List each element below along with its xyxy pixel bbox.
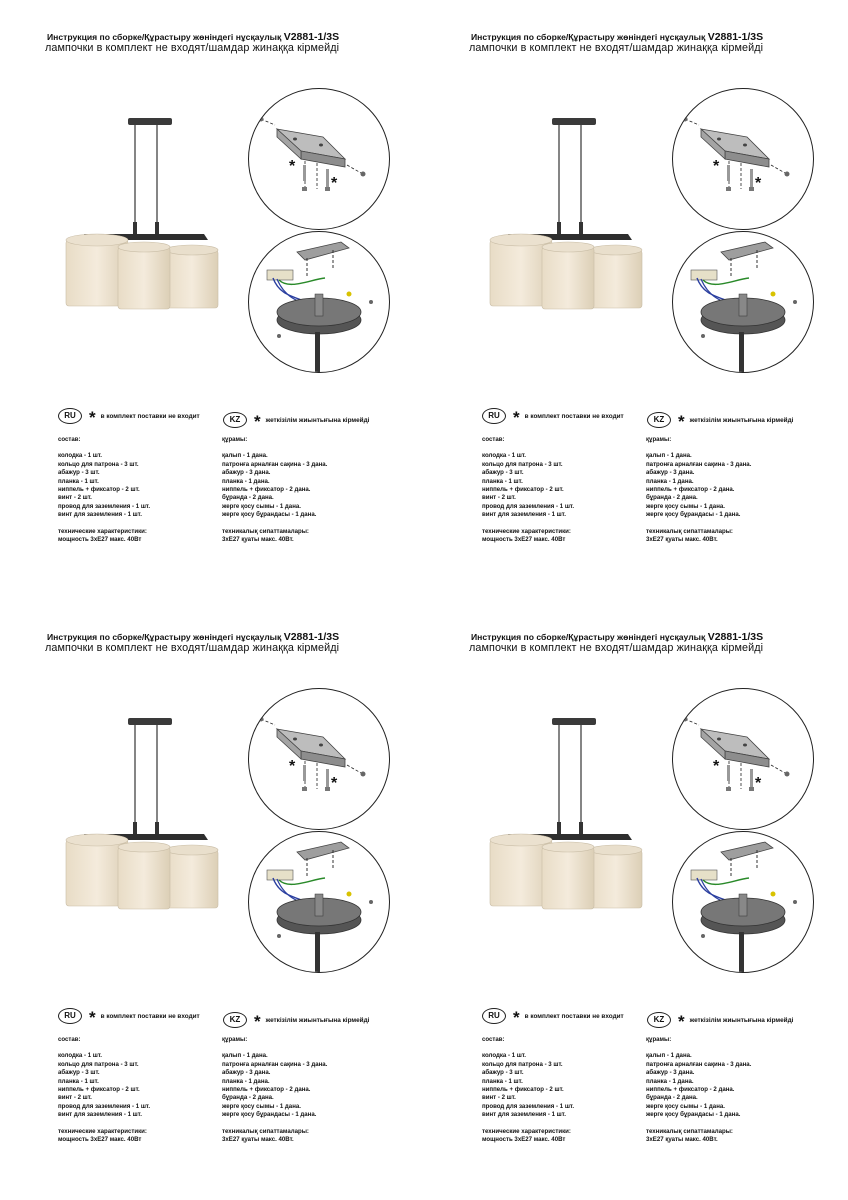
wiring-diagram: [673, 832, 813, 972]
spec-ru-item: кольцо для патрона - 3 шт.: [482, 460, 563, 468]
mounting-bracket-detail: [248, 88, 390, 230]
spec-ru-item: планка - 1 шт.: [58, 1077, 99, 1085]
instruction-panel: [424, 600, 848, 1200]
spec-kz-item: жерге қосу бұрандасы - 1 дана.: [646, 1111, 741, 1119]
wiring-diagram: [673, 232, 813, 372]
spec-ru-item: ниппель + фиксатор - 2 шт.: [482, 486, 564, 494]
spec-kz: [222, 1036, 327, 1144]
wiring-detail: [672, 831, 814, 973]
spec-kz-item: жерге қосу сымы - 1 дана.: [646, 502, 725, 510]
legend-kz-text: жеткізілім жиынтығына кірмейді: [265, 416, 370, 424]
spec-ru-item: колодка - 1 шт.: [482, 452, 526, 460]
asterisk-icon: *: [513, 408, 520, 427]
asterisk-icon: *: [678, 1012, 685, 1031]
spec-kz-item: ниппель + фиксатор - 2 дана.: [222, 1086, 311, 1094]
spec-kz-item: қалып - 1 дана.: [222, 1052, 268, 1060]
asterisk-left: *: [289, 158, 296, 175]
instruction-panel: [0, 0, 424, 600]
spec-kz-item: қалып - 1 дана.: [646, 1052, 692, 1060]
kz-badge-icon: KZ: [223, 412, 247, 428]
spec-kz-item: бұранда - 2 дана.: [646, 1094, 698, 1102]
mounting-bracket-detail: [248, 688, 390, 830]
spec-ru-item: абажур - 3 шт.: [482, 1069, 524, 1077]
spec-kz-item: ниппель + фиксатор - 2 дана.: [222, 486, 311, 494]
asterisk-left: *: [713, 758, 720, 775]
spec-kz-item: жерге қосу сымы - 1 дана.: [646, 1102, 725, 1110]
ru-badge-icon: RU: [482, 408, 506, 424]
spec-kz-item: бұранда - 2 дана.: [646, 494, 698, 502]
ru-badge-icon: RU: [482, 1008, 506, 1024]
spec-kz-item: планка - 1 дана.: [646, 1077, 694, 1085]
ru-badge-icon: RU: [58, 1008, 82, 1024]
chandelier-illustration: [62, 110, 227, 320]
spec-ru-item: провод для заземления - 1 шт.: [58, 502, 151, 510]
spec-ru-item: ниппель + фиксатор - 2 шт.: [482, 1086, 564, 1094]
instruction-panel: [0, 600, 424, 1200]
spec-kz-item: жерге қосу бұрандасы - 1 дана.: [222, 1111, 317, 1119]
instruction-panel: [424, 0, 848, 600]
spec-ru-tech-heading: технические характеристики:: [482, 1127, 571, 1135]
bracket-diagram: [249, 689, 389, 829]
spec-kz: [646, 436, 751, 544]
model-number: V2881-1/3S: [283, 631, 340, 643]
spec-kz-heading: құрамы:: [222, 436, 248, 443]
legend-ru-text: в комплект поставки не входит: [524, 412, 624, 420]
spec-kz-heading: құрамы:: [646, 436, 672, 443]
title-prefix: Инструкция по сборке/Құрастыру жөніндегі нұсқаулық: [471, 32, 706, 42]
spec-kz-item: қалып - 1 дана.: [646, 452, 692, 460]
asterisk-right: *: [755, 175, 762, 192]
spec-ru-item: ниппель + фиксатор - 2 шт.: [58, 1086, 140, 1094]
spec-ru-tech-value: мощность 3хЕ27 макс. 40Вт: [482, 536, 566, 544]
spec-kz-item: планка - 1 дана.: [222, 1077, 270, 1085]
legend-ru: [482, 1006, 624, 1026]
spec-ru-item: винт для заземления - 1 шт.: [482, 1111, 566, 1119]
asterisk-icon: *: [513, 1008, 520, 1027]
wiring-diagram: [249, 232, 389, 372]
spec-kz-item: абажур - 3 дана.: [222, 1069, 271, 1077]
spec-ru: [58, 1036, 150, 1144]
wiring-detail: [248, 231, 390, 373]
spec-ru-item: винт - 2 шт.: [58, 494, 92, 502]
model-number: V2881-1/3S: [707, 631, 764, 643]
spec-kz-item: ниппель + фиксатор - 2 дана.: [646, 486, 735, 494]
spec-kz-item: патронға арналған сақина - 3 дана.: [646, 460, 752, 468]
spec-kz-item: жерге қосу бұрандасы - 1 дана.: [646, 511, 741, 519]
spec-kz-tech-heading: техникалық сипаттамалары:: [222, 527, 309, 535]
spec-ru-heading: состав:: [58, 436, 81, 443]
asterisk-icon: *: [254, 412, 261, 431]
legend-kz: [647, 1010, 793, 1030]
asterisk-icon: *: [678, 412, 685, 431]
chandelier-illustration: [486, 110, 651, 320]
spec-ru-item: винт - 2 шт.: [482, 494, 516, 502]
model-number: V2881-1/3S: [707, 31, 764, 43]
legend-kz-text: жеткізілім жиынтығына кірмейді: [689, 1016, 794, 1024]
spec-kz-item: бұранда - 2 дана.: [222, 1094, 274, 1102]
legend-kz-text: жеткізілім жиынтығына кірмейді: [689, 416, 794, 424]
bracket-diagram: [673, 689, 813, 829]
spec-kz-tech-value: 3хЕ27 қуаты макс. 40Вт.: [222, 1136, 294, 1144]
spec-kz-item: планка - 1 дана.: [646, 477, 694, 485]
spec-kz: [646, 1036, 751, 1144]
spec-kz-item: абажур - 3 дана.: [646, 1069, 695, 1077]
spec-ru-tech-heading: технические характеристики:: [58, 1127, 147, 1135]
spec-ru-item: колодка - 1 шт.: [58, 452, 102, 460]
spec-ru-tech-value: мощность 3хЕ27 макс. 40Вт: [58, 536, 142, 544]
spec-kz-item: жерге қосу бұрандасы - 1 дана.: [222, 511, 317, 519]
legend-kz: [223, 410, 369, 430]
spec-ru-item: винт для заземления - 1 шт.: [482, 511, 566, 519]
spec-kz-item: қалып - 1 дана.: [222, 452, 268, 460]
title-prefix: Инструкция по сборке/Құрастыру жөніндегі нұсқаулық: [471, 632, 706, 642]
spec-kz-item: патронға арналған сақина - 3 дана.: [222, 1060, 328, 1068]
spec-ru-heading: состав:: [482, 436, 505, 443]
bracket-diagram: [673, 89, 813, 229]
legend-kz: [223, 1010, 369, 1030]
kz-badge-icon: KZ: [647, 412, 671, 428]
spec-ru-item: ниппель + фиксатор - 2 шт.: [58, 486, 140, 494]
chandelier-illustration: [486, 710, 651, 920]
chandelier-illustration: [62, 710, 227, 920]
spec-ru-tech-value: мощность 3хЕ27 макс. 40Вт: [58, 1136, 142, 1144]
kz-badge-icon: KZ: [223, 1012, 247, 1028]
asterisk-icon: *: [89, 1008, 96, 1027]
spec-kz-tech-value: 3хЕ27 қуаты макс. 40Вт.: [646, 1136, 718, 1144]
legend-ru: [58, 406, 200, 426]
spec-kz-item: абажур - 3 дана.: [222, 469, 271, 477]
asterisk-right: *: [331, 175, 338, 192]
wiring-diagram: [249, 832, 389, 972]
wiring-detail: [672, 231, 814, 373]
wiring-detail: [248, 831, 390, 973]
spec-kz-item: абажур - 3 дана.: [646, 469, 695, 477]
spec-kz-tech-value: 3хЕ27 қуаты макс. 40Вт.: [222, 536, 294, 544]
legend-ru-text: в комплект поставки не входит: [100, 1012, 200, 1020]
spec-ru: [58, 436, 150, 544]
bulbs-note: лампочки в комплект не входят/шамдар жинаққа кірмейді: [45, 42, 340, 54]
spec-ru: [482, 1036, 574, 1144]
spec-ru-item: кольцо для патрона - 3 шт.: [482, 1060, 563, 1068]
legend-kz-text: жеткізілім жиынтығына кірмейді: [265, 1016, 370, 1024]
bracket-diagram: [249, 89, 389, 229]
spec-ru-item: кольцо для патрона - 3 шт.: [58, 1060, 139, 1068]
spec-ru-heading: состав:: [58, 1036, 81, 1043]
title-prefix: Инструкция по сборке/Құрастыру жөніндегі нұсқаулық: [47, 632, 282, 642]
spec-kz-heading: құрамы:: [646, 1036, 672, 1043]
spec-ru-item: провод для заземления - 1 шт.: [482, 1102, 575, 1110]
spec-kz-item: патронға арналған сақина - 3 дана.: [222, 460, 328, 468]
bulbs-note: лампочки в комплект не входят/шамдар жинаққа кірмейді: [469, 642, 764, 654]
spec-kz-item: ниппель + фиксатор - 2 дана.: [646, 1086, 735, 1094]
spec-ru-item: планка - 1 шт.: [482, 1077, 523, 1085]
spec-ru-item: провод для заземления - 1 шт.: [58, 1102, 151, 1110]
spec-ru-heading: состав:: [482, 1036, 505, 1043]
asterisk-right: *: [755, 775, 762, 792]
asterisk-left: *: [713, 158, 720, 175]
ru-badge-icon: RU: [58, 408, 82, 424]
spec-kz-tech-heading: техникалық сипаттамалары:: [222, 1127, 309, 1135]
legend-ru: [58, 1006, 200, 1026]
asterisk-right: *: [331, 775, 338, 792]
spec-ru: [482, 436, 574, 544]
spec-ru-item: абажур - 3 шт.: [58, 469, 100, 477]
model-number: V2881-1/3S: [283, 31, 340, 43]
spec-kz-item: бұранда - 2 дана.: [222, 494, 274, 502]
spec-ru-item: планка - 1 шт.: [482, 477, 523, 485]
spec-ru-tech-value: мощность 3хЕ27 макс. 40Вт: [482, 1136, 566, 1144]
spec-ru-item: абажур - 3 шт.: [58, 1069, 100, 1077]
bulbs-note: лампочки в комплект не входят/шамдар жинаққа кірмейді: [45, 642, 340, 654]
legend-kz: [647, 410, 793, 430]
spec-kz-tech-heading: техникалық сипаттамалары:: [646, 527, 733, 535]
spec-ru-item: винт - 2 шт.: [482, 1094, 516, 1102]
legend-ru-text: в комплект поставки не входит: [100, 412, 200, 420]
spec-ru-item: винт - 2 шт.: [58, 1094, 92, 1102]
legend-ru: [482, 406, 624, 426]
spec-ru-item: колодка - 1 шт.: [482, 1052, 526, 1060]
asterisk-left: *: [289, 758, 296, 775]
spec-kz-item: патронға арналған сақина - 3 дана.: [646, 1060, 752, 1068]
asterisk-icon: *: [89, 408, 96, 427]
spec-ru-item: кольцо для патрона - 3 шт.: [58, 460, 139, 468]
spec-kz-tech-heading: техникалық сипаттамалары:: [646, 1127, 733, 1135]
spec-kz-item: жерге қосу сымы - 1 дана.: [222, 502, 301, 510]
spec-kz-tech-value: 3хЕ27 қуаты макс. 40Вт.: [646, 536, 718, 544]
kz-badge-icon: KZ: [647, 1012, 671, 1028]
spec-ru-item: колодка - 1 шт.: [58, 1052, 102, 1060]
title-prefix: Инструкция по сборке/Құрастыру жөніндегі нұсқаулық: [47, 32, 282, 42]
asterisk-icon: *: [254, 1012, 261, 1031]
bulbs-note: лампочки в комплект не входят/шамдар жинаққа кірмейді: [469, 42, 764, 54]
legend-ru-text: в комплект поставки не входит: [524, 1012, 624, 1020]
spec-ru-item: планка - 1 шт.: [58, 477, 99, 485]
spec-kz-item: планка - 1 дана.: [222, 477, 270, 485]
spec-ru-item: винт для заземления - 1 шт.: [58, 511, 142, 519]
mounting-bracket-detail: [672, 688, 814, 830]
spec-kz-heading: құрамы:: [222, 1036, 248, 1043]
spec-ru-tech-heading: технические характеристики:: [58, 527, 147, 535]
spec-ru-tech-heading: технические характеристики:: [482, 527, 571, 535]
mounting-bracket-detail: [672, 88, 814, 230]
spec-ru-item: абажур - 3 шт.: [482, 469, 524, 477]
spec-ru-item: винт для заземления - 1 шт.: [58, 1111, 142, 1119]
spec-ru-item: провод для заземления - 1 шт.: [482, 502, 575, 510]
spec-kz-item: жерге қосу сымы - 1 дана.: [222, 1102, 301, 1110]
spec-kz: [222, 436, 327, 544]
